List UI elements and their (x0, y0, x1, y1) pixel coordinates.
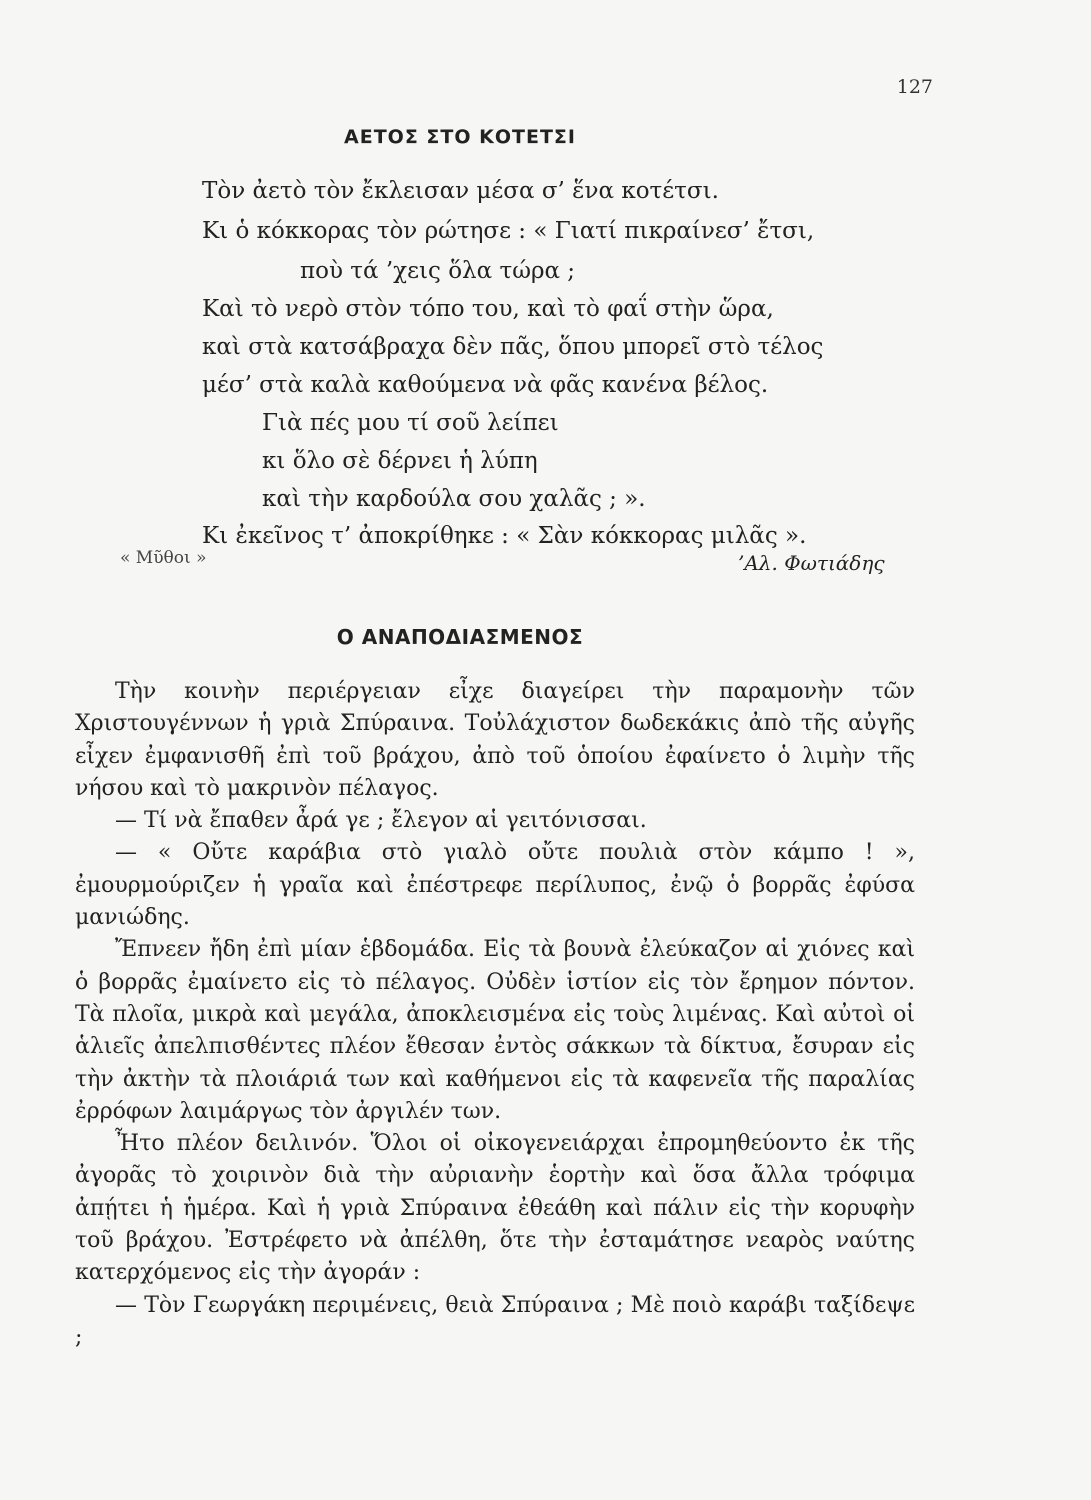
poem-line: Κι ὁ κόκκορας τὸν ρώτησε : « Γιατί πικραίνεσ’ ἔτσι, (202, 218, 815, 244)
poem-source: « Μῦθοι » (120, 548, 207, 568)
paragraph: — Τὸν Γεωργάκη περιμένεις, θειὰ Σπύραινα ; Μὲ ποιὸ καράβι ταξίδεψε ; (75, 1292, 915, 1350)
paragraph: — « Οὔτε καράβια στὸ γιαλὸ οὔτε πουλιὰ στὸν κάμπο ! », ἐμουρμούριζεν ἡ γραῖα καὶ ἐπέστρεφε περίλυπος, ἐνῷ ὁ βορρᾶς ἐφύσα μανιώδης. (75, 840, 915, 931)
story-text (75, 676, 915, 1354)
poem-line: Τὸν ἀετὸ τὸν ἔκλεισαν μέσα σ’ ἕνα κοτέτσι. (202, 178, 719, 204)
poem-title: ΑΕΤΟΣ ΣΤΟ ΚΟΤΕΤΣΙ (344, 126, 576, 148)
poem-line: μέσ’ στὰ καλὰ καθούμενα νὰ φᾶς κανένα βέλος. (202, 372, 769, 398)
poem-line: ποὺ τά ’χεις ὅλα τώρα ; (300, 258, 576, 284)
paragraph: Ἔπνεεν ἤδη ἐπὶ μίαν ἑβδομάδα. Εἰς τὰ βουνὰ ἐλεύκαζον αἱ χιόνες καὶ ὁ βορρᾶς ἐμαίνετο εἰς τὸ πέλαγος. Οὐδὲν ἱστίον εἰς τὸν ἔρημον πόντον. Τὰ πλοῖα, μικρὰ καὶ μεγάλα, ἀποκλεισμένα εἰς τοὺς λιμένας. Καὶ αὐτοὶ οἱ ἁλιεῖς ἀπελπισθέντες πλέον ἔθεσαν ἐντὸς σάκκων τὰ δίκτυα, ἔσυραν εἰς τὴν ἀκτὴν τὰ πλοιάριά των καὶ καθήμενοι εἰς τὰ καφενεῖα τῆς παραλίας ἐρρόφων λαιμάργως τὸν ἀργιλέν των. (75, 937, 915, 1124)
poem-line: κι ὅλο σὲ δέρνει ἡ λύπη (262, 448, 538, 474)
poem-line: Κι ἐκεῖνος τ’ ἀποκρίθηκε : « Σὰν κόκκορας μιλᾶς ». (202, 523, 807, 549)
story-title: Ο ΑΝΑΠΟΔΙΑΣΜΕΝΟΣ (336, 625, 584, 649)
poem-line: καὶ τὴν καρδούλα σου χαλᾶς ; ». (262, 486, 646, 512)
paragraph: — Τί νὰ ἔπαθεν ἆρά γε ; ἔλεγον αἱ γειτόνισσαι. (115, 808, 647, 834)
poem-line: Καὶ τὸ νερὸ στὸν τόπο του, καὶ τὸ φαΐ στὴν ὥρα, (202, 296, 774, 322)
poem-author: ’Αλ. Φωτιάδης (738, 551, 885, 575)
paragraph: Τὴν κοινὴν περιέργειαν εἶχε διαγείρει τὴν παραμονὴν τῶν Χριστουγέννων ἡ γριὰ Σπύραινα. Τοὐλάχιστον δωδεκάκις ἀπὸ τῆς αὐγῆς εἶχεν ἐμφανισθῆ ἐπὶ τοῦ βράχου, ἀπὸ τοῦ ὁποίου ἐφαίνετο ὁ λιμὴν τῆς νήσου καὶ τὸ μακρινὸν πέλαγος. (75, 679, 915, 801)
page-number: 127 (896, 76, 933, 98)
paragraph: Ἦτο πλέον δειλινόν. Ὅλοι οἱ οἰκογενειάρχαι ἐπρομηθεύοντο ἐκ τῆς ἀγορᾶς τὸ χοιρινὸν διὰ τὴν αὐριανὴν ἑορτὴν καὶ ὅσα ἄλλα τρόφιμα ἀπῄτει ἡ ἡμέρα. Καὶ ἡ γριὰ Σπύραινα ἐθεάθη καὶ πάλιν εἰς τὴν κορυφὴν τοῦ βράχου. Ἐστρέφετο νὰ ἀπέλθη, ὅτε τὴν ἐσταμάτησε νεαρὸς ναύτης κατερχόμενος εἰς τὴν ἀγοράν : (75, 1131, 915, 1286)
poem-line: καὶ στὰ κατσάβραχα δὲν πᾶς, ὅπου μπορεῖ στὸ τέλος (202, 334, 824, 360)
poem-line: Γιὰ πές μου τί σοῦ λείπει (262, 410, 559, 436)
